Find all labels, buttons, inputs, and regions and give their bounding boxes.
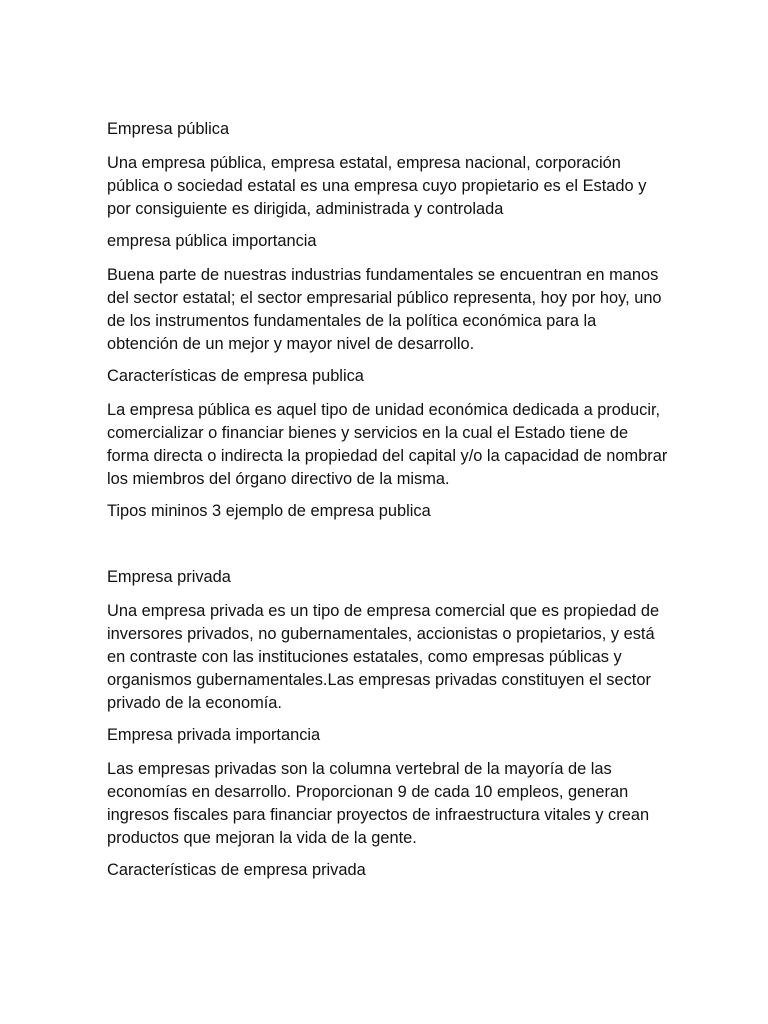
section-empresa-privada	[107, 566, 668, 715]
section-heading: Características de empresa publica	[107, 367, 364, 385]
section-paragraph: La empresa pública es aquel tipo de unidad económica dedicada a producir, comercializar o financiar bienes y servicios en la cual el Estado tiene de forma directa o indirecta la propiedad del capital y/o la capacidad de nombrar los miembros del órgano directivo de la misma.	[107, 401, 668, 488]
section-caracteristicas-privada	[107, 859, 668, 882]
section-empresa-publica-importancia	[107, 230, 668, 356]
section-caracteristicas-publica	[107, 365, 668, 491]
section-heading: Empresa privada importancia	[107, 726, 321, 744]
section-paragraph: Las empresas privadas son la columna vertebral de la mayoría de las economías en desarrollo. Proporcionan 9 de cada 10 empleos, generan ingresos fiscales para financiar proyectos de infraestructura vitales y crean productos que mejoran la vida de la gente.	[107, 760, 650, 847]
section-heading: Tipos mininos 3 ejemplo de empresa publica	[107, 502, 431, 520]
section-tipos-publica	[107, 500, 668, 523]
section-paragraph: Buena parte de nuestras industrias fundamentales se encuentran en manos del sector estatal; el sector empresarial público representa, hoy por hoy, uno de los instrumentos fundamentales de la política económica para la obtención de un mejor y mayor nivel de desarrollo.	[107, 266, 662, 353]
section-heading: Empresa pública	[107, 120, 230, 138]
section-empresa-privada-importancia	[107, 724, 668, 850]
section-empresa-publica	[107, 118, 668, 221]
section-paragraph: Una empresa privada es un tipo de empresa comercial que es propiedad de inversores privados, no gubernamentales, accionistas o propietarios, y está en contraste con las instituciones estatales, como empresas públicas y organismos gubernamentales.Las empresas privadas constituyen el sector privado de la economía.	[107, 602, 660, 712]
section-heading: Empresa privada	[107, 568, 231, 586]
section-heading: Características de empresa privada	[107, 861, 366, 879]
section-paragraph: Una empresa pública, empresa estatal, empresa nacional, corporación pública o sociedad estatal es una empresa cuyo propietario es el Estado y por consiguiente es dirigida, administrada y controlada	[107, 154, 647, 218]
section-heading: empresa pública importancia	[107, 232, 317, 250]
